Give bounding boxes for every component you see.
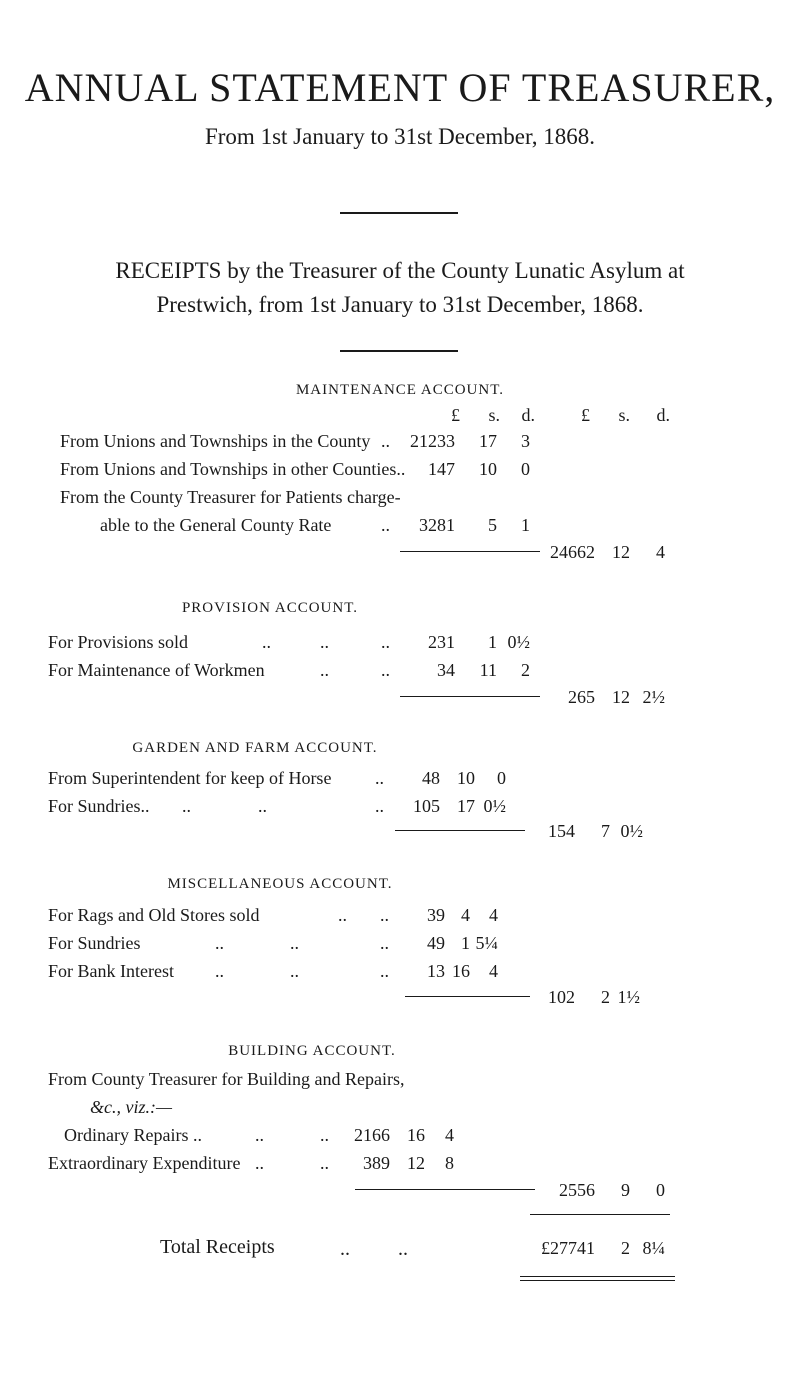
amount-pounds: 3281 (419, 515, 455, 535)
leader-dots: .. (262, 632, 271, 652)
subtotal-rule (400, 551, 540, 552)
leader-dots: .. (381, 515, 390, 535)
amount-shillings: 17 (479, 431, 497, 451)
amount-pounds: 2166 (354, 1125, 390, 1145)
leader-dots: .. (320, 1153, 329, 1173)
leader-dots: .. (320, 632, 329, 652)
subtotal-rule (400, 696, 540, 697)
total-shillings: 2 (601, 987, 610, 1007)
row-label: From Superintendent for keep of Horse (48, 768, 332, 788)
leader-dots: .. (182, 796, 191, 816)
amount-shillings: 12 (407, 1153, 425, 1173)
leader-dots: .. (320, 660, 329, 680)
divider (340, 350, 458, 352)
grand-total-pence: 8¼ (642, 1238, 665, 1258)
section-heading-provision: PROVISION ACCOUNT. (181, 600, 359, 616)
section-heading-garden: GARDEN AND FARM ACCOUNT. (132, 740, 378, 756)
total-shillings: 12 (612, 542, 630, 562)
row-label: For Rags and Old Stores sold (48, 905, 260, 925)
amount-shillings: 17 (457, 796, 475, 816)
subtotal-rule (355, 1189, 535, 1190)
total-pence: 0½ (620, 821, 643, 841)
receipts-heading-line1: RECEIPTS by the Treasurer of the County Lunatic Asylum at (115, 258, 685, 283)
document-title: ANNUAL STATEMENT OF TREASURER, (24, 65, 776, 110)
row-label: For Sundries (48, 933, 141, 953)
divider (340, 212, 458, 214)
total-shillings: 9 (621, 1180, 630, 1200)
leader-dots: .. (290, 933, 299, 953)
leader-dots: .. (381, 632, 390, 652)
amount-shillings: 5 (488, 515, 497, 535)
amount-pounds: 49 (427, 933, 445, 953)
header-pence-2: d. (656, 405, 670, 425)
header-pence-1: d. (521, 405, 535, 425)
amount-pounds: 105 (413, 796, 440, 816)
amount-pounds: 39 (427, 905, 445, 925)
leader-dots: .. (255, 1153, 264, 1173)
amount-pence: 0½ (483, 796, 506, 816)
section-heading-misc: MISCELLANEOUS ACCOUNT. (167, 876, 393, 892)
leader-dots: .. (255, 1125, 264, 1145)
row-label: able to the General County Rate (100, 515, 332, 535)
amount-pounds: 34 (437, 660, 455, 680)
subtotal-rule (405, 996, 530, 997)
leader-dots: .. (398, 1238, 408, 1260)
total-pounds: 265 (568, 687, 595, 707)
header-pounds-1: £ (451, 405, 460, 425)
header-shillings-2: s. (618, 405, 630, 425)
leader-dots: .. (375, 768, 384, 788)
amount-pounds: 21233 (410, 431, 455, 451)
amount-shillings: 10 (479, 459, 497, 479)
amount-pence: 1 (521, 515, 530, 535)
building-intro-line1: From County Treasurer for Building and Repairs, (48, 1069, 405, 1089)
leader-dots: .. (375, 796, 384, 816)
total-pence: 4 (656, 542, 665, 562)
amount-shillings: 4 (461, 905, 470, 925)
total-pounds: 24662 (550, 542, 595, 562)
amount-pounds: 147 (428, 459, 455, 479)
amount-pounds: 389 (363, 1153, 390, 1173)
amount-pounds: 48 (422, 768, 440, 788)
total-pence: 2½ (642, 687, 665, 707)
section-heading-maintenance: MAINTENANCE ACCOUNT. (295, 382, 505, 398)
total-pounds: 2556 (559, 1180, 595, 1200)
amount-shillings: 1 (461, 933, 470, 953)
leader-dots: .. (380, 905, 389, 925)
total-shillings: 7 (601, 821, 610, 841)
total-shillings: 12 (612, 687, 630, 707)
leader-dots: .. (290, 961, 299, 981)
receipts-heading-line2: Prestwich, from 1st January to 31st December, 1868. (156, 292, 644, 317)
amount-pence: 3 (521, 431, 530, 451)
amount-pence: 8 (445, 1153, 454, 1173)
section-heading-building: BUILDING ACCOUNT. (228, 1043, 396, 1059)
amount-shillings: 16 (407, 1125, 425, 1145)
leader-dots: .. (338, 905, 347, 925)
leader-dots: .. (381, 660, 390, 680)
row-label: For Sundries.. (48, 796, 150, 816)
leader-dots: .. (258, 796, 267, 816)
grand-total-shillings: 2 (621, 1238, 630, 1258)
row-label: Extraordinary Expenditure (48, 1153, 241, 1173)
row-label: From Unions and Townships in other Counties.. (60, 459, 406, 479)
leader-dots: .. (320, 1125, 329, 1145)
amount-shillings: 16 (452, 961, 470, 981)
amount-pounds: 13 (427, 961, 445, 981)
total-bottom-rule (520, 1280, 675, 1281)
total-pounds: 102 (548, 987, 575, 1007)
total-bottom-rule (520, 1276, 675, 1277)
amount-shillings: 11 (479, 660, 497, 680)
leader-dots: .. (340, 1238, 350, 1260)
row-label: For Provisions sold (48, 632, 189, 652)
building-intro-line2: &c., viz.:— (90, 1097, 172, 1117)
amount-pence: 2 (521, 660, 530, 680)
amount-pence: 0 (521, 459, 530, 479)
amount-pence: 4 (445, 1125, 454, 1145)
row-label: For Maintenance of Workmen (48, 660, 265, 680)
amount-shillings: 10 (457, 768, 475, 788)
header-pounds-2: £ (581, 405, 590, 425)
total-pounds: 154 (548, 821, 575, 841)
header-shillings-1: s. (488, 405, 500, 425)
amount-pence: 0 (497, 768, 506, 788)
subtotal-rule (395, 830, 525, 831)
row-label: From Unions and Townships in the County (60, 431, 371, 451)
leader-dots: .. (215, 933, 224, 953)
row-label: Ordinary Repairs .. (64, 1125, 202, 1145)
amount-pence: 4 (489, 961, 498, 981)
document-subtitle: From 1st January to 31st December, 1868. (204, 124, 595, 149)
total-pence: 1½ (617, 987, 640, 1007)
total-pence: 0 (656, 1180, 665, 1200)
amount-pence: 0½ (507, 632, 530, 652)
amount-pence: 4 (489, 905, 498, 925)
amount-pounds: 231 (428, 632, 455, 652)
leader-dots: .. (381, 431, 390, 451)
grand-total-label: Total Receipts (160, 1236, 275, 1258)
grand-total-pounds: £27741 (541, 1238, 595, 1258)
leader-dots: .. (380, 961, 389, 981)
amount-pence: 5¼ (475, 933, 498, 953)
row-label: For Bank Interest (48, 961, 174, 981)
amount-shillings: 1 (488, 632, 497, 652)
row-label: From the County Treasurer for Patients charge- (60, 487, 401, 507)
leader-dots: .. (380, 933, 389, 953)
leader-dots: .. (215, 961, 224, 981)
total-top-rule (530, 1214, 670, 1215)
